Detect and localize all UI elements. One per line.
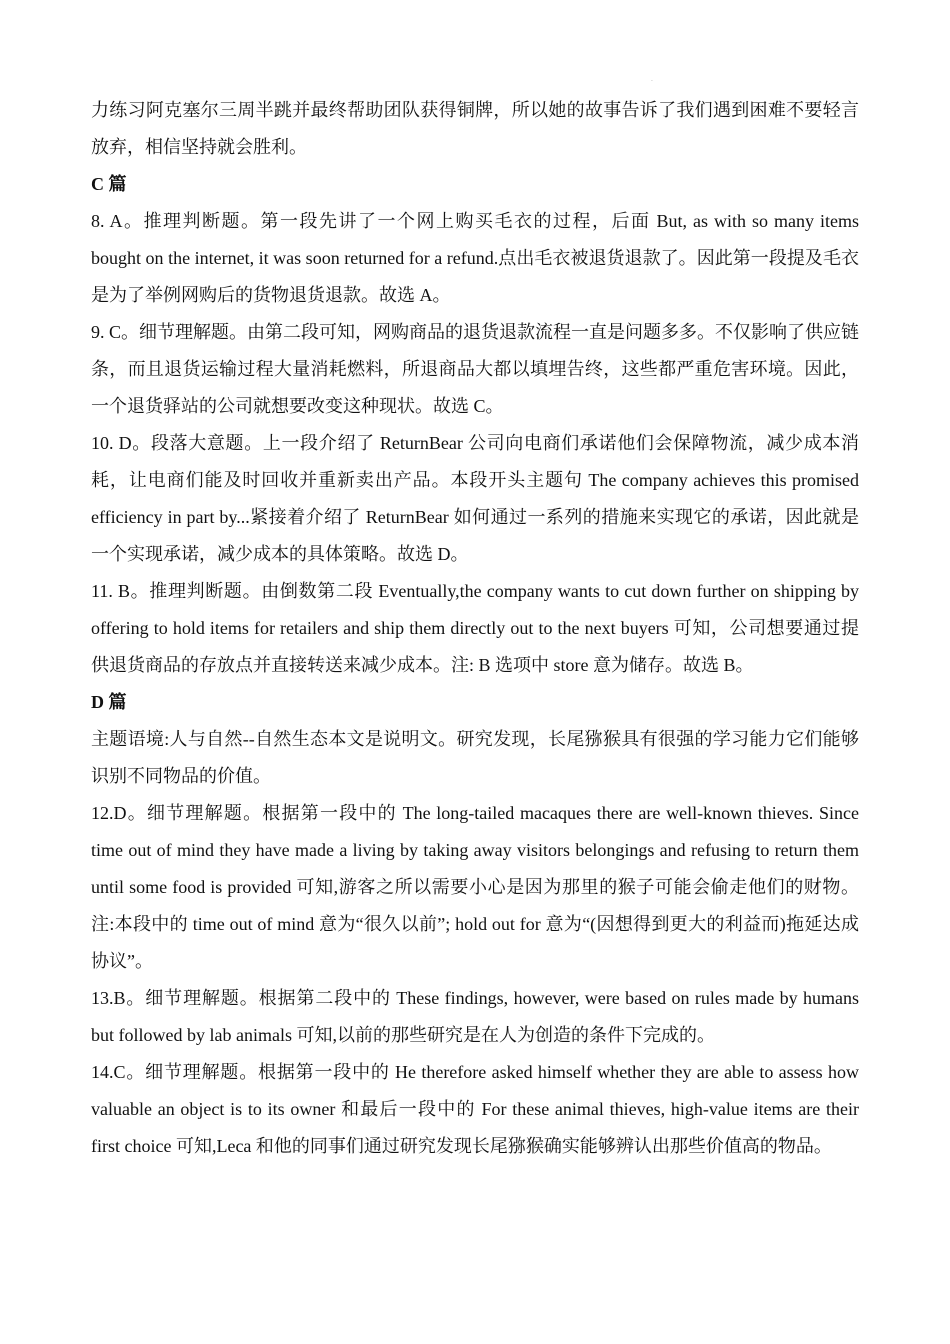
answer-11: 11. B。推理判断题。由倒数第二段 Eventually,the company wants to cut down further on shipping by offering to hold items for retailers and ship them directly out to the next buyers 可知，公司想要通过提供退货商品的存放点并直接转送来减少成本。注: B 选项中 store 意为储存。故选 B。: [91, 581, 859, 675]
answer-8: 8. A。推理判断题。第一段先讲了一个网上购买毛衣的过程，后面 But, as with so many items bought on the internet, it was soon returned for a refund.点出毛衣被退货退款了。因此第一段提及毛衣是为了举例网购后的货物退货退款。故选 A。: [91, 211, 859, 305]
theme-context: 主题语境:人与自然--自然生态本文是说明文。研究发现，长尾猕猴具有很强的学习能力它们能够识别不同物品的价值。: [91, 729, 859, 786]
section-heading-c: C 篇: [91, 174, 127, 194]
section-heading-d: D 篇: [91, 692, 127, 712]
answer-12: 12.D。细节理解题。根据第一段中的 The long-tailed macaques there are well-known thieves. Since time out of mind they have made a living by taking away visitors belongings and refusing to return them until some food is provided 可知,游客之所以需要小心是因为那里的猴子可能会偷走他们的财物。注:本段中的 time out of mind 意为“很久以前”; hold out for 意为“(因想得到更大的利益而)拖延达成协议”。: [91, 803, 859, 971]
answer-explanation-text: [91, 92, 859, 1165]
paragraph-passage-b-end: 力练习阿克塞尔三周半跳并最终帮助团队获得铜牌，所以她的故事告诉了我们遇到困难不要轻言放弃，相信坚持就会胜利。: [91, 100, 859, 157]
answer-13: 13.B。细节理解题。根据第二段中的 These findings, however, were based on rules made by humans but followed by lab animals 可知,以前的那些研究是在人为创造的条件下完成的。: [91, 988, 859, 1045]
answer-9: 9. C。细节理解题。由第二段可知，网购商品的退货退款流程一直是问题多多。不仅影响了供应链条，而且退货运输过程大量消耗燃料，所退商品大都以填埋告终，这些都严重危害环境。因此，一个退货驿站的公司就想要改变这种现状。故选 C。: [91, 322, 860, 416]
answer-10: 10. D。段落大意题。上一段介绍了 ReturnBear 公司向电商们承诺他们会保障物流，减少成本消耗，让电商们能及时回收并重新卖出产品。本段开头主题句 The company achieves this promised efficiency in part by...紧接着介绍了 ReturnBear 如何通过一系列的措施来实现它的承诺，因此就是一个实现承诺，减少成本的具体策略。故选 D。: [91, 433, 859, 564]
page-mark: .: [651, 76, 653, 83]
answer-14: 14.C。细节理解题。根据第一段中的 He therefore asked himself whether they are able to assess how valuable an object is to its owner 和最后一段中的 For these animal thieves, high-value items are their first choice 可知,Leca 和他的同事们通过研究发现长尾猕猴确实能够辨认出那些价值高的物品。: [91, 1062, 859, 1156]
